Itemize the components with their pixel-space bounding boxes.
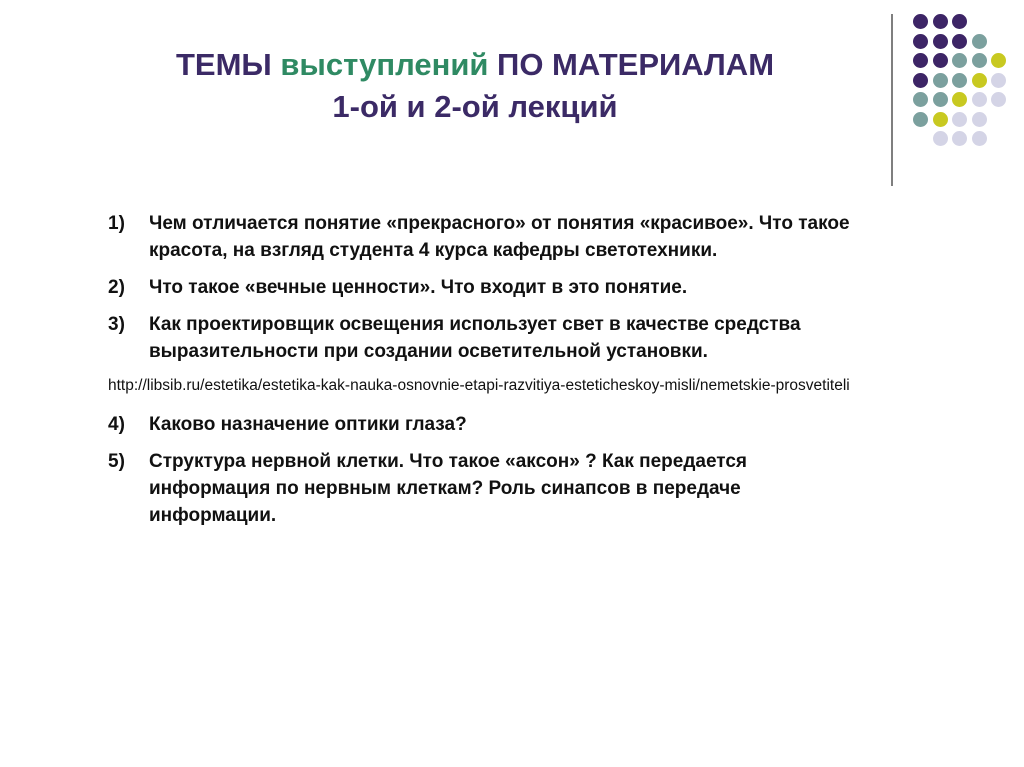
decor-dot [972, 34, 987, 49]
title-line-1: ТЕМЫ выступлений ПО МАТЕРИАЛАМ [175, 47, 775, 82]
decor-dot [952, 34, 967, 49]
vertical-divider [891, 14, 893, 186]
item-number: 4) [108, 414, 125, 435]
decor-dot [952, 14, 967, 29]
item-number: 2) [108, 277, 125, 298]
decor-dot [972, 53, 987, 68]
decor-dot [933, 112, 948, 127]
item-text: Каково назначение оптики глаза? [149, 414, 467, 435]
item-text: Как проектировщик освещения использует свет в качестве средства выразительности при создании осветительной установки. [149, 314, 801, 362]
decor-dot [913, 34, 928, 49]
decor-dot [972, 131, 987, 146]
title-accent-word: выступлений [280, 47, 489, 82]
item-number: 3) [108, 314, 125, 335]
decor-dot [933, 14, 948, 29]
title-line-2: 1-ой и 2-ой лекций [332, 89, 618, 124]
decor-dot [933, 73, 948, 88]
decor-dot [972, 92, 987, 107]
list-item [108, 311, 868, 365]
decor-dot [913, 92, 928, 107]
decor-dot [952, 131, 967, 146]
decor-dot [933, 92, 948, 107]
decor-dot [991, 92, 1006, 107]
decor-dot [952, 92, 967, 107]
decor-dot [933, 53, 948, 68]
decor-dot [913, 53, 928, 68]
decor-dot [952, 73, 967, 88]
item-text: Чем отличается понятие «прекрасного» от понятия «красивое». Что такое красота, на взгляд студента 4 курса кафедры светотехники. [149, 213, 850, 261]
topics-list [108, 210, 868, 539]
decor-dot [933, 131, 948, 146]
decor-dot [913, 112, 928, 127]
list-item [108, 411, 868, 438]
reference-link[interactable]: http://libsib.ru/estetika/estetika-kak-nauka-osnovnie-etapi-razvitiya-esteticheskoy-misli/nemetskie-prosvetiteli [108, 377, 850, 394]
list-item [108, 274, 868, 301]
decor-dot [933, 34, 948, 49]
decor-dot [972, 73, 987, 88]
item-number: 1) [108, 213, 125, 234]
decor-dot [913, 14, 928, 29]
decor-dot [952, 112, 967, 127]
decor-dot [952, 53, 967, 68]
list-item [108, 210, 868, 264]
list-item [108, 448, 868, 529]
item-text: Структура нервной клетки. Что такое «аксон» ? Как передается информация по нервным клеткам? Роль синапсов в передаче информации. [149, 451, 747, 526]
slide-title [60, 44, 890, 128]
decor-dot [991, 53, 1006, 68]
item-text: Что такое «вечные ценности». Что входит в это понятие. [149, 277, 688, 298]
item-number: 5) [108, 451, 125, 472]
decor-dot [991, 73, 1006, 88]
decor-dot [972, 112, 987, 127]
decor-dot [913, 73, 928, 88]
